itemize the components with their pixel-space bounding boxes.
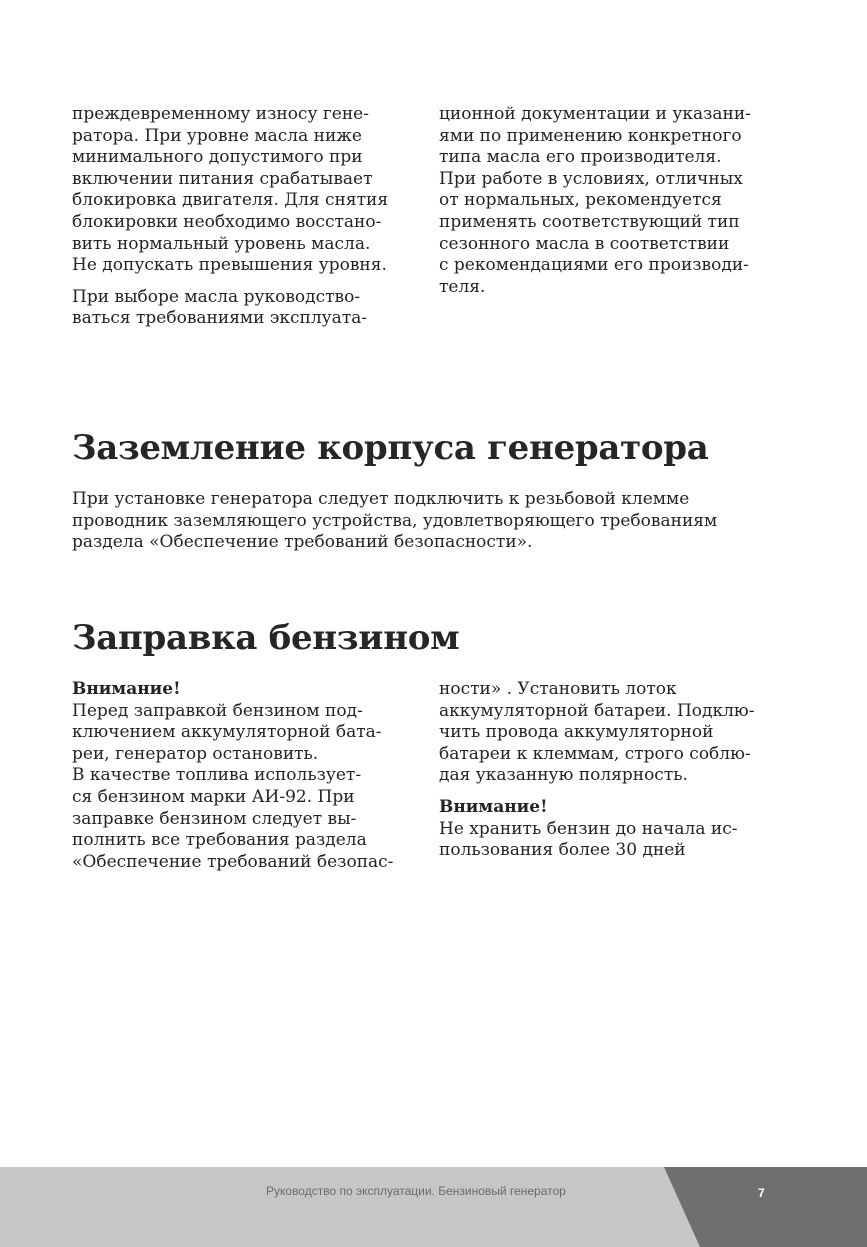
text-line: блокировка двигателя. Для снятия — [72, 190, 389, 211]
storage-warning-paragraph — [439, 797, 784, 862]
top-right-column — [439, 104, 784, 298]
oil-docs-paragraph — [439, 104, 784, 298]
text-line: ратора. При уровне масла ниже — [72, 125, 362, 146]
text-line: с рекомендациями его производи- — [439, 255, 749, 276]
text-line: аккумуляторной батареи. Подклю- — [439, 700, 755, 721]
text-line: вить нормальный уровень масла. — [72, 233, 371, 254]
text-line: Перед заправкой бензином под- — [72, 700, 363, 721]
text-line: типа масла его производителя. — [439, 147, 722, 168]
oil-level-paragraph — [72, 104, 417, 277]
warning-label: Внимание! — [439, 796, 548, 817]
text-line: от нормальных, рекомендуется — [439, 190, 722, 211]
text-line: При выборе масла руководство- — [72, 286, 361, 307]
grounding-heading: Заземление корпуса генератора — [72, 428, 709, 468]
warning-label: Внимание! — [72, 679, 181, 699]
text-line: дая указанную полярность. — [439, 765, 688, 786]
fueling-heading: Заправка бензином — [72, 618, 460, 658]
text-line: Не хранить бензин до начала ис- — [439, 818, 738, 839]
page-number: 7 — [758, 1186, 765, 1200]
text-line: пользования более 30 дней — [439, 840, 686, 861]
fueling-left-column — [72, 679, 417, 873]
battery-paragraph — [439, 679, 784, 787]
text-line: ваться требованиями эксплуата- — [72, 308, 368, 329]
text-line: чить провода аккумуляторной — [439, 722, 714, 743]
text-line: включении питания срабатывает — [72, 168, 373, 189]
footer-title-text: Руководство по эксплуатации. Бензиновый генератор — [266, 1184, 566, 1198]
text-line: минимального допустимого при — [72, 147, 363, 168]
text-line: заправке бензином следует вы- — [72, 808, 357, 829]
text-line: применять соответствующий тип — [439, 211, 740, 232]
text-line: Не допускать превышения уровня. — [72, 255, 387, 276]
text-line: полнить все требования раздела — [72, 830, 367, 851]
oil-choice-paragraph — [72, 287, 417, 330]
text-line: проводник заземляющего устройства, удовлетворяющего требованиям — [72, 510, 718, 531]
text-line: раздела «Обеспечение требований безопасности». — [72, 532, 533, 553]
fueling-right-column — [439, 679, 784, 862]
text-line: батареи к клеммам, строго соблю- — [439, 743, 751, 764]
text-line: реи, генератор остановить. — [72, 743, 319, 764]
text-line: При работе в условиях, отличных — [439, 168, 743, 189]
text-line: ями по применению конкретного — [439, 125, 742, 146]
text-line: ся бензином марки АИ-92. При — [72, 786, 355, 807]
text-line: В качестве топлива использует- — [72, 765, 362, 786]
text-line: сезонного масла в соответствии — [439, 233, 730, 254]
text-line: При установке генератора следует подключить к резьбовой клемме — [72, 489, 690, 509]
text-line: преждевременному износу гене- — [72, 104, 369, 124]
top-left-column — [72, 104, 417, 330]
text-line: ционной документации и указани- — [439, 104, 751, 124]
text-line: «Обеспечение требований безопас- — [72, 851, 394, 872]
text-line: ности» . Установить лоток — [439, 679, 677, 699]
text-line: теля. — [439, 276, 486, 297]
grounding-body — [72, 489, 792, 554]
text-line: ключением аккумуляторной бата- — [72, 722, 382, 743]
text-line: блокировки необходимо восстано- — [72, 211, 382, 232]
